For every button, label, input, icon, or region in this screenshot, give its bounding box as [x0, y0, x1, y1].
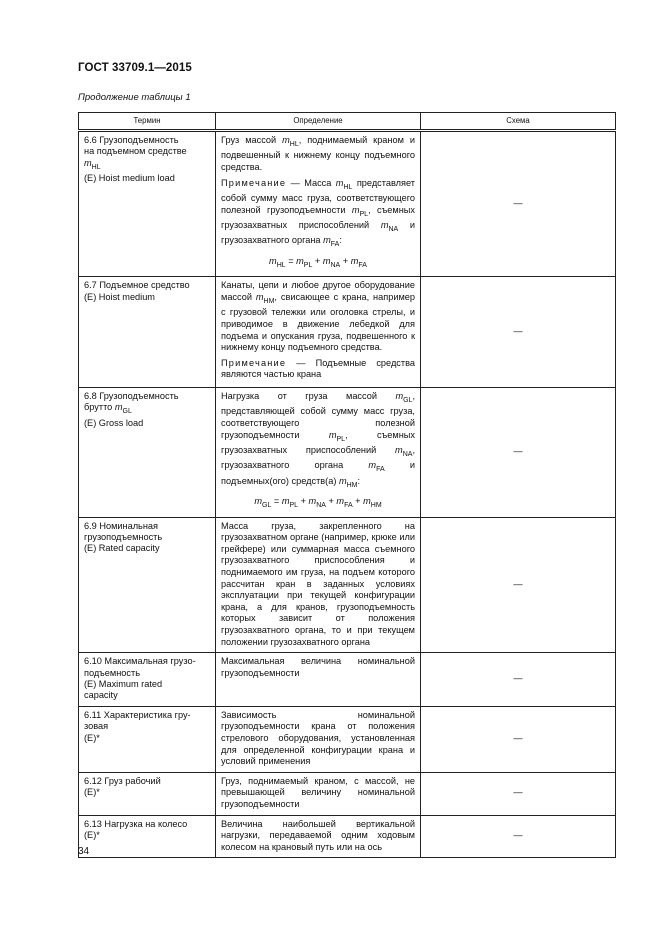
term-line: 6.6 Грузоподъемность — [84, 135, 179, 145]
definition-text: Масса груза, закрепленного на грузозахватном органе (например, крюке или грейфере) или суммарная масса съемного грузозахватного приспособления и поднимаемого им груза, на подъем которого рассчитан кран в заданных условиях эксплуатации при текущей конфигурации крана, а для кранов, грузоподъемность которых зависит от положения грузозахватного органа, то и при текущем положении грузозахватного органа — [221, 520, 415, 647]
column-header-definition: Определение — [216, 113, 421, 131]
term-line: (E) Maximum rated — [84, 678, 163, 689]
definition-text: Нагрузка от груза массой $m_{GL}$, представляющей собой сумму масс груза, соответствующего полезной грузоподъемности $m_{PL}$, съемных грузозахватных приспособлений $m_{NA}$, грузозахватного органа $m_{FA}$ и подъемных(ого) средств(а) $m_{HM}$: — [221, 390, 415, 489]
term-line: 6.8 Грузоподъемность — [84, 390, 179, 401]
note-label: Примечание — [221, 177, 287, 188]
definition-cell — [216, 387, 421, 517]
term-line: capacity — [84, 690, 118, 701]
scheme-cell: — — [421, 277, 616, 388]
term-line: (E)* — [84, 829, 100, 840]
note-body: — Подъемные средства являются частью крана — [221, 357, 415, 380]
term-line: 6.12 Груз рабочий — [84, 775, 161, 786]
scheme-cell: — — [421, 815, 616, 858]
scheme-cell: — — [421, 517, 616, 653]
formula: $m_{GL} = m_{PL} + m_{NA} + m_{FA} + m_{HM}$ — [254, 496, 382, 510]
scheme-cell: — — [421, 706, 616, 772]
definition-text: Груз, поднимаемый краном, с массой, не превышающей величину номинальной грузоподъемности — [221, 775, 415, 809]
note-label: Примечание — [221, 357, 287, 368]
term-cell — [79, 387, 216, 517]
definition-cell — [216, 706, 421, 772]
term-line: брутто $m_{GL}$ — [84, 402, 132, 416]
table-row — [79, 653, 616, 707]
standard-number: ГОСТ 33709.1—2015 — [78, 62, 192, 74]
column-header-term: Термин — [79, 113, 216, 131]
definition-text: Зависимость номинальной грузоподъемности крана от положения стрелового оборудования, установленная для определенной конфигурации крана и условий применения — [221, 709, 415, 767]
term-line: $m_{HL}$ — [84, 157, 101, 171]
term-cell — [79, 131, 216, 277]
term-line: (E) Gross load — [84, 417, 144, 428]
term-cell — [79, 517, 216, 653]
term-line: 6.9 Номинальная — [84, 520, 159, 531]
scheme-cell: — — [421, 387, 616, 517]
note-body: — Масса $m_{HL}$ представляет собой сумму масс груза, соответствующего полезной грузоподъемности $m_{PL}$, съемных грузозахватных приспособлений $m_{NA}$ и грузозахватного органа $m_{FA}$: — [221, 177, 416, 249]
term-line: на подъемном средстве — [84, 146, 187, 157]
scheme-cell: — — [421, 131, 616, 277]
term-cell — [79, 277, 216, 388]
table-row — [79, 772, 616, 815]
scheme-cell: — — [421, 653, 616, 707]
definition-cell — [216, 815, 421, 858]
note-text — [221, 358, 415, 381]
term-line: 6.11 Характеристика гру- — [84, 709, 191, 720]
definition-cell — [216, 772, 421, 815]
definition-cell — [216, 131, 421, 277]
term-cell — [79, 815, 216, 858]
table-row — [79, 387, 616, 517]
term-line: 6.10 Максимальная грузо- — [84, 656, 196, 667]
term-cell — [79, 653, 216, 707]
term-cell — [79, 772, 216, 815]
term-line: (E) Hoist medium load — [84, 173, 175, 184]
terms-table — [78, 112, 616, 858]
note-text — [221, 178, 415, 251]
term-line: (E)* — [84, 787, 100, 798]
term-line: 6.7 Подъемное средство — [84, 280, 190, 291]
term-line: (E) Rated capacity — [84, 543, 160, 554]
term-line: грузоподъемность — [84, 532, 163, 543]
definition-cell — [216, 653, 421, 707]
formula: $m_{HL} = m_{PL} + m_{NA} + m_{FA}$ — [269, 255, 367, 269]
term-line: зовая — [84, 721, 109, 732]
table-row — [79, 277, 616, 388]
definition-text: Величина наибольшей вертикальной нагрузки, передаваемой одним ходовым колесом на крановый путь или на ось — [221, 818, 415, 852]
definition-cell — [216, 277, 421, 388]
column-header-scheme: Схема — [421, 113, 616, 131]
page-number: 34 — [78, 846, 90, 857]
scheme-cell: — — [421, 772, 616, 815]
table-continuation-caption: Продолжение таблицы 1 — [78, 92, 191, 103]
definition-cell — [216, 517, 421, 653]
table-row — [79, 815, 616, 858]
table-row — [79, 517, 616, 653]
term-cell — [79, 706, 216, 772]
table-row — [79, 131, 616, 277]
definition-text: Груз массой $m_{HL}$, поднимаемый краном и подвешенный к нижнему концу подъемного средства. — [221, 135, 415, 173]
definition-text: Максимальная величина номинальной грузоподъемности — [221, 656, 415, 678]
table-row — [79, 706, 616, 772]
term-line: (E)* — [84, 732, 100, 743]
term-line: 6.13 Нагрузка на колесо — [84, 818, 188, 829]
term-line: (E) Hoist medium — [84, 291, 155, 302]
term-line: подъемность — [84, 667, 140, 678]
definition-text: Канаты, цепи и любое другое оборудование массой $m_{HM}$, свисающее с крана, например с грузовой тележки или оголовка стрелы, и приводимое в движение лебедкой для подъема и опускания груза, подвешенного к нижнему концу подъемного средства. — [221, 280, 415, 353]
